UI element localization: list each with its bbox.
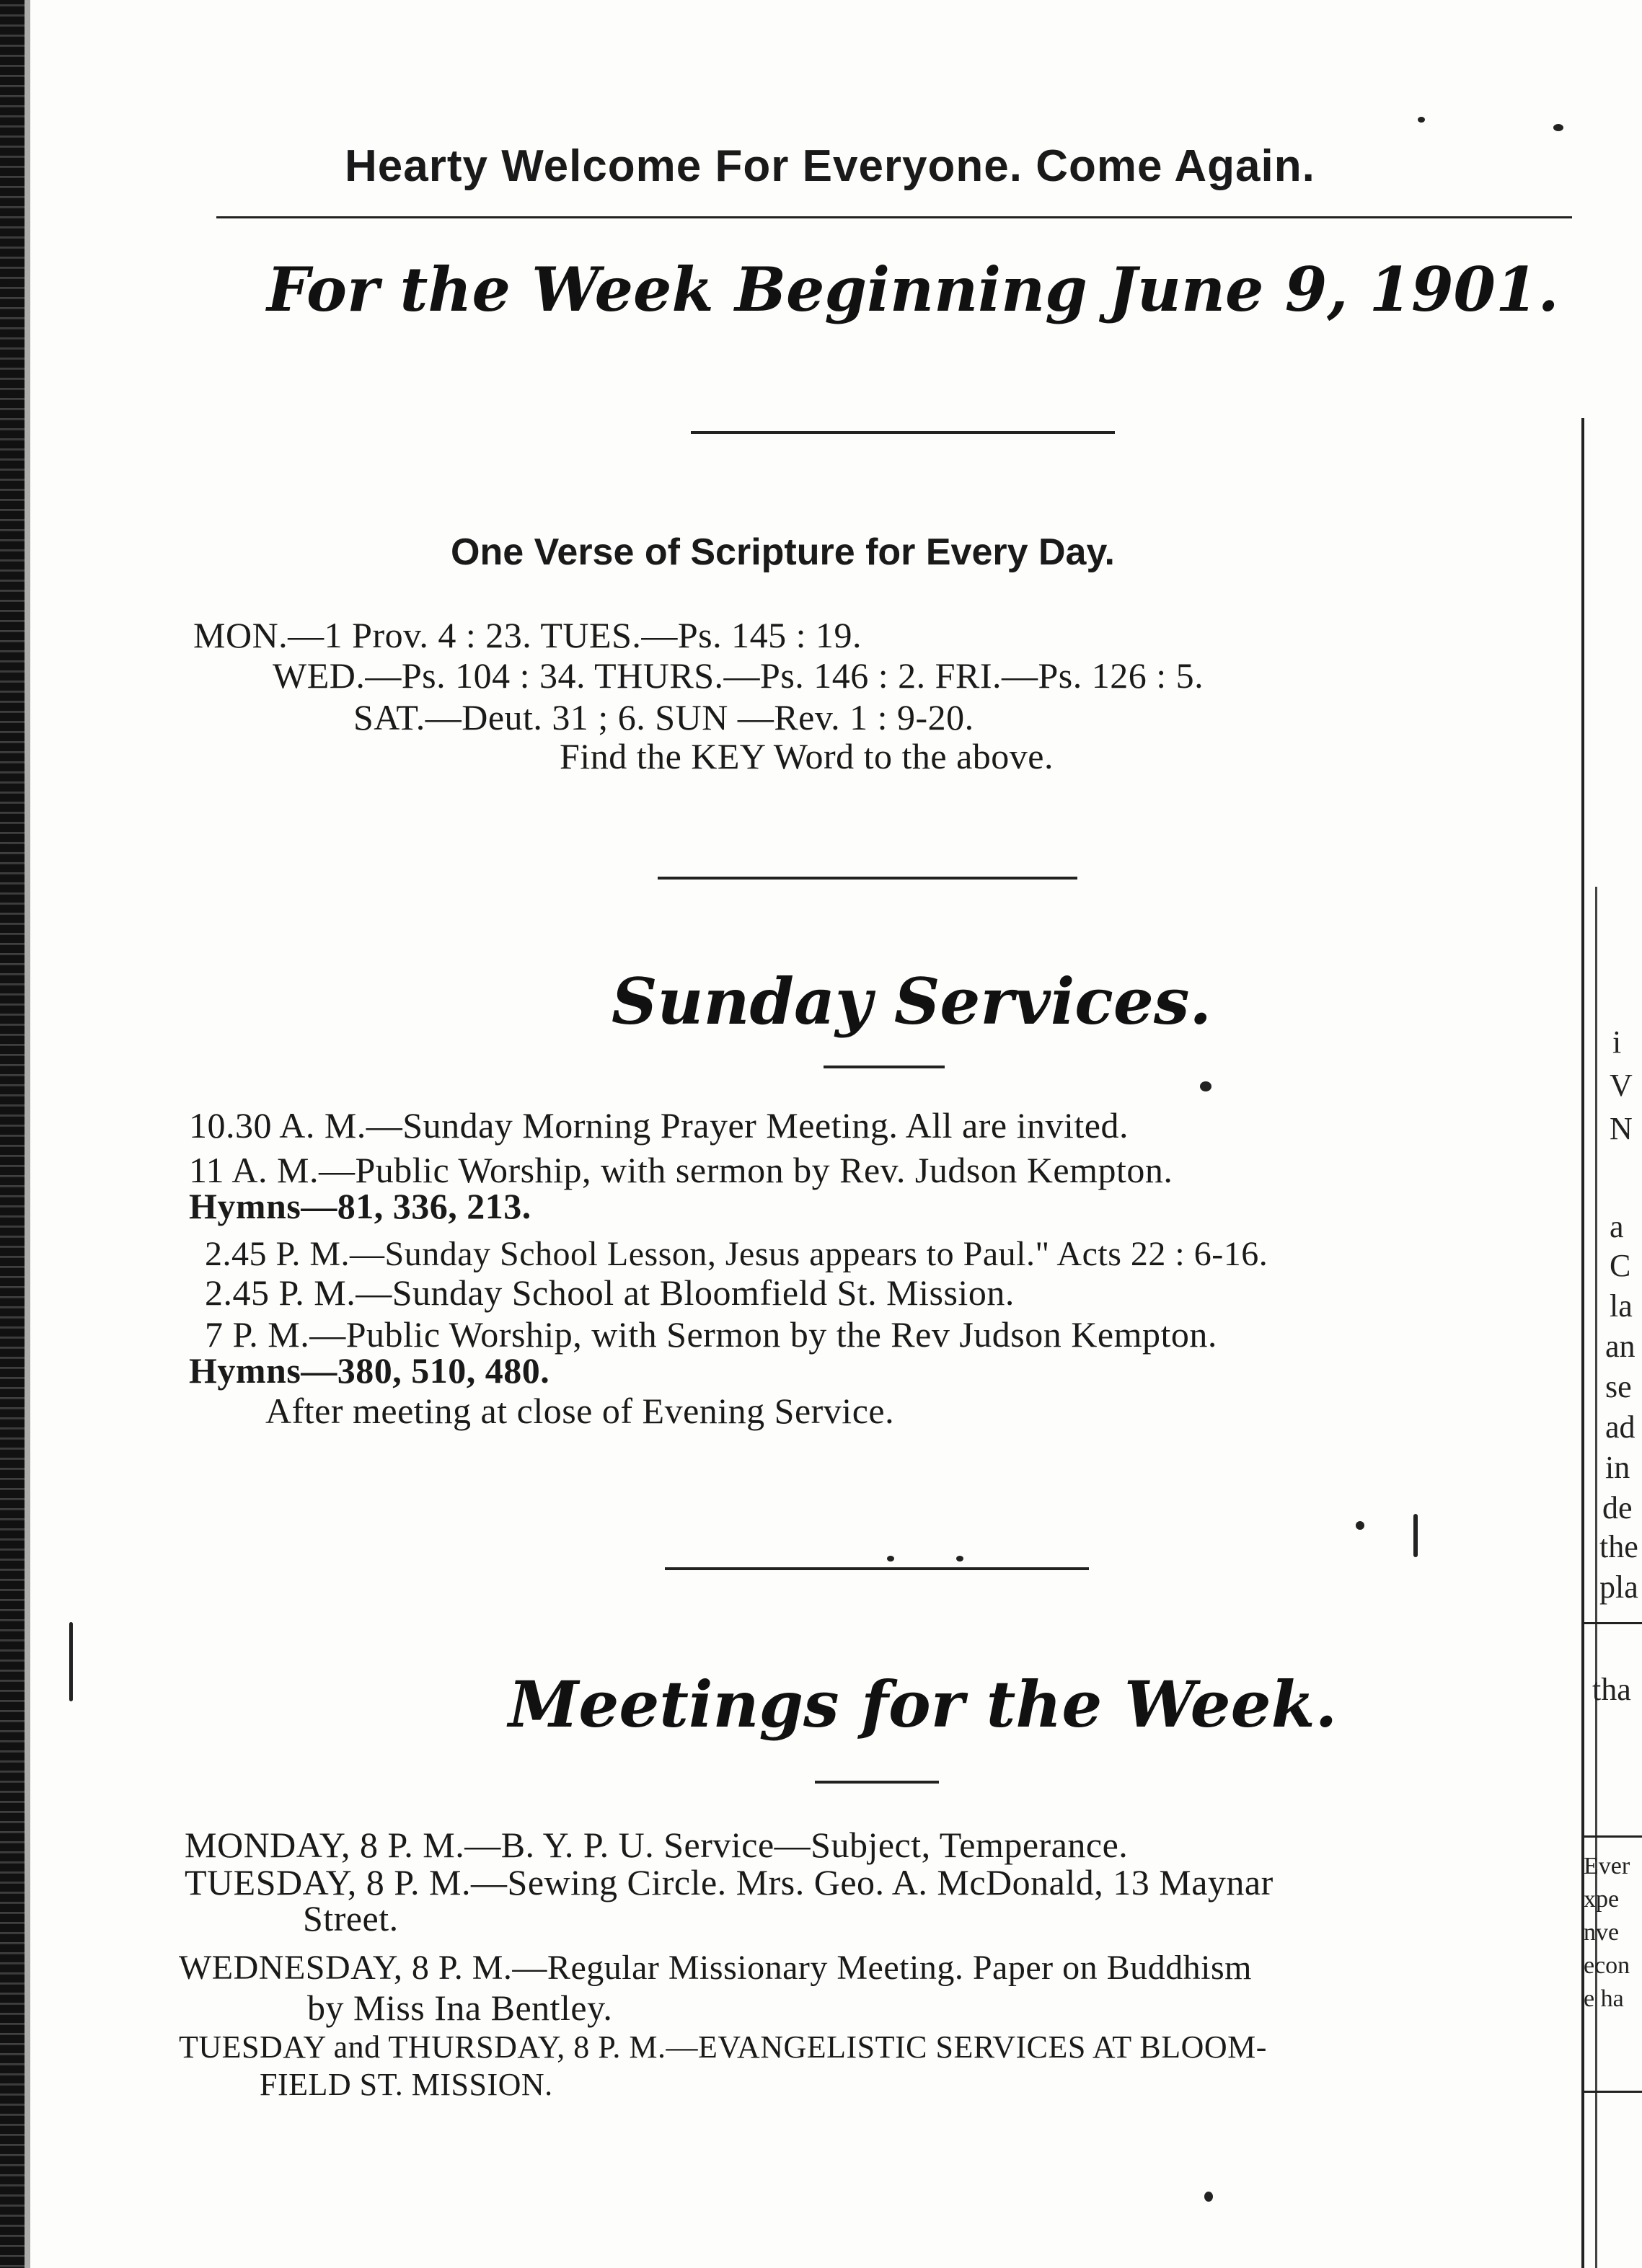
- right-column-rule-3: [1584, 2091, 1642, 2093]
- meeting-item-4-cont: FIELD ST. MISSION.: [260, 2067, 553, 2102]
- scan-speck: [1356, 1521, 1364, 1530]
- scan-speck: [1418, 117, 1425, 123]
- right-column-fragment: Ever: [1584, 1853, 1630, 1879]
- sunday-item-3: 2.45 P. M.—Sunday School Lesson, Jesus appears to Paul." Acts 22 : 6-16.: [205, 1235, 1268, 1273]
- scripture-line-2: WED.—Ps. 104 : 34. THURS.—Ps. 146 : 2. FRI.—Ps. 126 : 5.: [273, 655, 1204, 696]
- column-rule-secondary: [1595, 887, 1597, 2268]
- meeting-item-2: TUESDAY, 8 P. M.—Sewing Circle. Mrs. Geo. A. McDonald, 13 Maynar: [185, 1862, 1274, 1902]
- sunday-services-title: Sunday Services.: [612, 964, 1212, 1039]
- right-column-fragment: e ha: [1584, 1985, 1624, 2012]
- sunday-hymns-1: Hymns—81, 336, 213.: [189, 1186, 531, 1226]
- divider-3: [665, 1567, 1089, 1570]
- sunday-item-5: 7 P. M.—Public Worship, with Sermon by the Rev Judson Kempton.: [205, 1314, 1217, 1355]
- sunday-title-rule: [824, 1066, 945, 1068]
- meeting-item-3: WEDNESDAY, 8 P. M.—Regular Missionary Meeting. Paper on Buddhism: [179, 1949, 1252, 1987]
- divider-1: [691, 431, 1115, 434]
- binding-edge: [0, 0, 25, 2268]
- scan-speck: [887, 1556, 894, 1562]
- right-column-fragment: la: [1610, 1288, 1633, 1324]
- sunday-hymns-2: Hymns—380, 510, 480.: [189, 1350, 550, 1391]
- scan-speck: [1204, 2192, 1213, 2202]
- right-column-fragment: econ: [1584, 1952, 1630, 1979]
- scripture-line-4: Find the KEY Word to the above.: [560, 736, 1054, 776]
- scripture-heading: One Verse of Scripture for Every Day.: [451, 531, 1115, 573]
- week-title: For the Week Beginning June 9, 1901.: [267, 254, 1559, 325]
- right-column-fragment: an: [1605, 1329, 1636, 1364]
- right-column-fragment: the: [1599, 1529, 1638, 1564]
- right-column-fragment: i: [1612, 1024, 1622, 1060]
- right-column-fragment: C: [1610, 1248, 1631, 1283]
- right-column-fragment: se: [1605, 1369, 1632, 1404]
- scan-speck: [1553, 124, 1563, 131]
- divider-2: [658, 877, 1077, 880]
- meeting-item-3-cont: by Miss Ina Bentley.: [307, 1988, 613, 2028]
- sunday-item-6: After meeting at close of Evening Service.: [265, 1391, 895, 1431]
- right-column-fragment: nve: [1584, 1919, 1620, 1946]
- right-column-fragment: N: [1610, 1111, 1633, 1146]
- sunday-item-1: 10.30 A. M.—Sunday Morning Prayer Meeting. All are invited.: [189, 1105, 1129, 1146]
- scripture-line-3: SAT.—Deut. 31 ; 6. SUN —Rev. 1 : 9-20.: [353, 697, 974, 737]
- right-column-fragment: V: [1610, 1068, 1633, 1103]
- right-column-fragment: de: [1602, 1490, 1633, 1525]
- meeting-item-1: MONDAY, 8 P. M.—B. Y. P. U. Service—Subject, Temperance.: [185, 1825, 1129, 1865]
- right-column-fragment: pla: [1599, 1569, 1638, 1605]
- right-column-fragment: a: [1610, 1209, 1624, 1244]
- scan-speck: [1200, 1081, 1211, 1091]
- meetings-title: Meetings for the Week.: [508, 1667, 1338, 1742]
- sunday-item-4: 2.45 P. M.—Sunday School at Bloomfield St. Mission.: [205, 1272, 1015, 1313]
- right-column-fragment: ad: [1605, 1409, 1636, 1445]
- scan-speck: [1413, 1514, 1418, 1557]
- welcome-line: Hearty Welcome For Everyone. Come Again.: [345, 141, 1315, 191]
- binding-shadow: [25, 0, 30, 2268]
- right-column-rule-2: [1584, 1835, 1642, 1838]
- meeting-item-2-cont: Street.: [303, 1898, 399, 1939]
- meetings-title-rule: [815, 1781, 939, 1784]
- scan-speck: [956, 1556, 963, 1562]
- scan-speck: [69, 1622, 73, 1701]
- right-column-fragment: tha: [1592, 1672, 1631, 1707]
- right-column-fragment: xpe: [1584, 1886, 1620, 1913]
- scripture-line-1: MON.—1 Prov. 4 : 23. TUES.—Ps. 145 : 19.: [193, 615, 862, 655]
- meeting-item-4: TUESDAY and THURSDAY, 8 P. M.—EVANGELISTIC SERVICES AT BLOOM-: [179, 2029, 1267, 2065]
- right-column-rule-1: [1584, 1622, 1642, 1624]
- sunday-item-2: 11 A. M.—Public Worship, with sermon by Rev. Judson Kempton.: [189, 1150, 1173, 1190]
- header-rule: [216, 216, 1572, 218]
- right-column-fragment: in: [1605, 1450, 1630, 1485]
